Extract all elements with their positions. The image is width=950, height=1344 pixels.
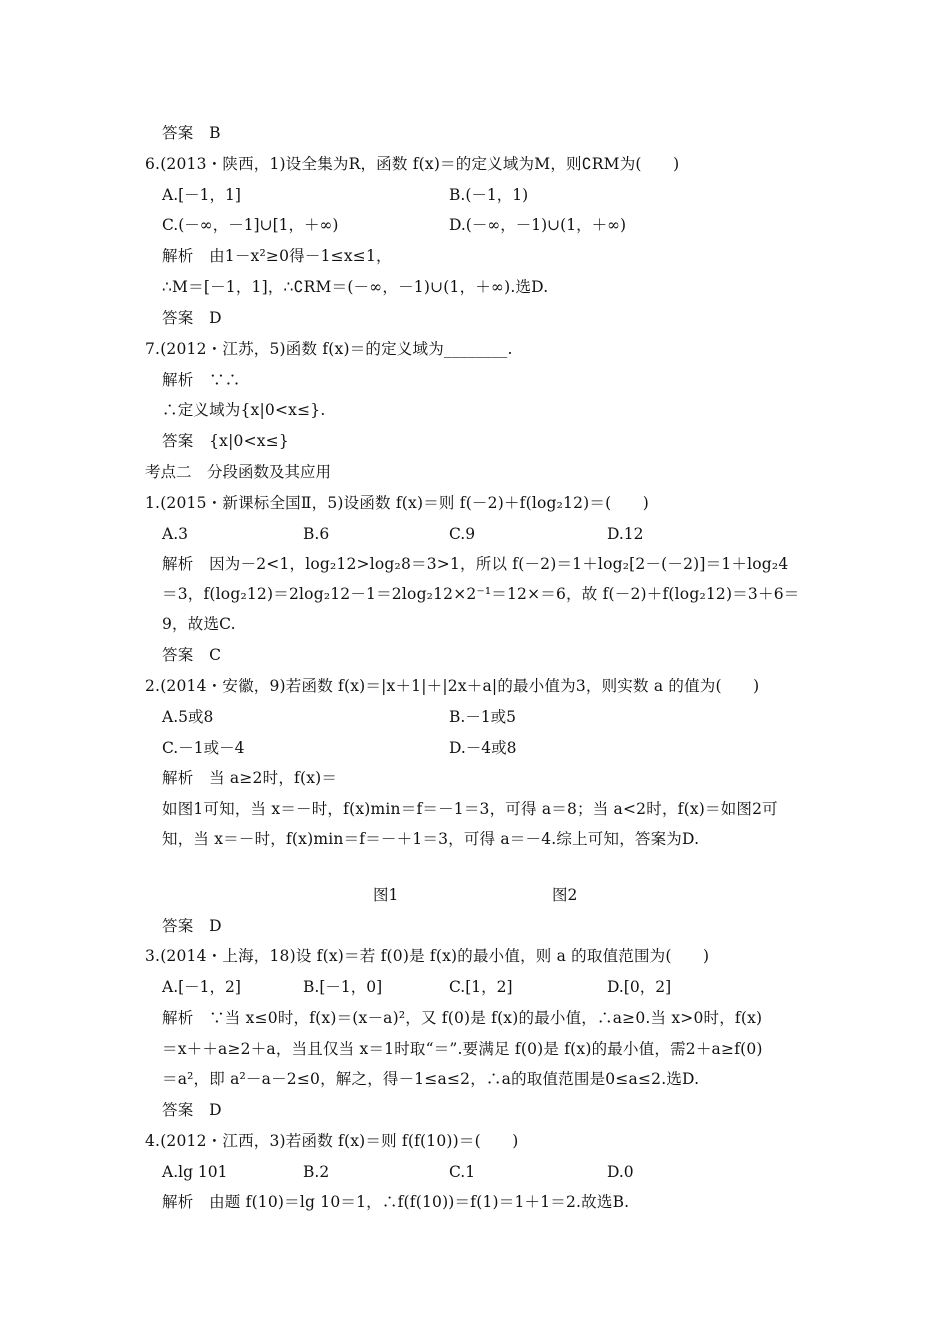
q6-option-b: B.(－1，1) xyxy=(449,186,529,204)
answer-q5: 答案 B xyxy=(162,124,221,142)
answer-q6: 答案 D xyxy=(162,309,222,327)
p2-solution-2: 如图1可知，当 x＝－时，f(x)min＝f＝－1＝3，可得 a＝8；当 a<2时，f(x)＝如图2可 xyxy=(162,800,778,818)
q7-solution-1: 解析 ∵∴ xyxy=(162,371,241,389)
p2-solution-3: 知，当 x＝－时，f(x)min＝f＝－＋1＝3，可得 a＝－4.综上可知，答案为D. xyxy=(162,830,700,848)
p4-option-d: D.0 xyxy=(607,1163,634,1181)
p3-option-b: B.[－1，0] xyxy=(303,978,383,996)
p1-option-c: C.9 xyxy=(449,525,476,543)
figure-1-caption: 图1 xyxy=(373,886,399,904)
p4-solution-1: 解析 由题 f(10)＝lg 10＝1，∴f(f(10))＝f(1)＝1＋1＝2.故选B. xyxy=(162,1193,630,1211)
p2-option-b: B.－1或5 xyxy=(449,708,517,726)
p1-option-a: A.3 xyxy=(162,525,188,543)
p4-option-a: A.lg 101 xyxy=(162,1163,228,1181)
p4-option-b: B.2 xyxy=(303,1163,330,1181)
question-7: 7.(2012・江苏，5)函数 f(x)＝的定义域为________. xyxy=(145,340,513,358)
p3-option-a: A.[－1，2] xyxy=(162,978,241,996)
p4-option-c: C.1 xyxy=(449,1163,476,1181)
figure-2-caption: 图2 xyxy=(552,886,578,904)
answer-q7: 答案 {x|0<x≤} xyxy=(162,432,289,450)
q6-solution-2: ∴M＝[－1，1]，∴∁RM＝(－∞，－1)∪(1，＋∞).选D. xyxy=(162,278,549,296)
answer-p2: 答案 D xyxy=(162,917,222,935)
p1-solution-1: 解析 因为－2<1，log₂12>log₂8＝3>1，所以 f(－2)＝1＋log₂[2－(－2)]＝1＋log₂4 xyxy=(162,555,789,573)
section-heading: 考点二 分段函数及其应用 xyxy=(145,463,332,481)
question-6: 6.(2013・陕西，1)设全集为R，函数 f(x)＝的定义域为M，则∁RM为( ) xyxy=(145,155,680,173)
p2-solution-1: 解析 当 a≥2时，f(x)＝ xyxy=(162,769,338,787)
p1-option-d: D.12 xyxy=(607,525,644,543)
q6-option-c: C.(－∞，－1]∪[1，＋∞) xyxy=(162,216,339,234)
p2-option-a: A.5或8 xyxy=(162,708,214,726)
answer-p3: 答案 D xyxy=(162,1101,222,1119)
problem-4: 4.(2012・江西，3)若函数 f(x)＝则 f(f(10))＝( ) xyxy=(145,1132,519,1150)
q6-option-a: A.[－1，1] xyxy=(162,186,241,204)
p3-solution-1: 解析 ∵当 x≤0时，f(x)＝(x－a)²，又 f(0)是 f(x)的最小值，∴a≥0.当 x>0时，f(x) xyxy=(162,1009,763,1027)
p3-solution-3: ＝a²，即 a²－a－2≤0，解之，得－1≤a≤2，∴a的取值范围是0≤a≤2.选D. xyxy=(162,1070,700,1088)
p3-option-d: D.[0，2] xyxy=(607,978,672,996)
p2-option-c: C.－1或－4 xyxy=(162,739,245,757)
p1-solution-3: 9，故选C. xyxy=(162,615,236,633)
q6-option-d: D.(－∞，－1)∪(1，＋∞) xyxy=(449,216,627,234)
p1-option-b: B.6 xyxy=(303,525,330,543)
problem-1: 1.(2015・新课标全国Ⅱ，5)设函数 f(x)＝则 f(－2)＋f(log₂12)＝( ) xyxy=(145,494,650,512)
problem-3: 3.(2014・上海，18)设 f(x)＝若 f(0)是 f(x)的最小值，则 a 的取值范围为( ) xyxy=(145,947,710,965)
p3-solution-2: ＝x＋＋a≥2＋a，当且仅当 x＝1时取“＝”.要满足 f(0)是 f(x)的最小值，需2＋a≥f(0) xyxy=(162,1040,763,1058)
problem-2: 2.(2014・安徽，9)若函数 f(x)＝|x＋1|＋|2x＋a|的最小值为3，则实数 a 的值为( ) xyxy=(145,677,760,695)
p2-option-d: D.－4或8 xyxy=(449,739,517,757)
q6-solution-1: 解析 由1－x²≥0得－1≤x≤1， xyxy=(162,247,392,265)
answer-p1: 答案 C xyxy=(162,646,222,664)
p1-solution-2: ＝3，f(log₂12)＝2log₂12－1＝2log₂12×2⁻¹＝12×＝6，故 f(－2)＋f(log₂12)＝3＋6＝ xyxy=(162,585,800,603)
q7-solution-2: ∴定义域为{x|0<x≤}. xyxy=(162,401,326,419)
p3-option-c: C.[1，2] xyxy=(449,978,513,996)
